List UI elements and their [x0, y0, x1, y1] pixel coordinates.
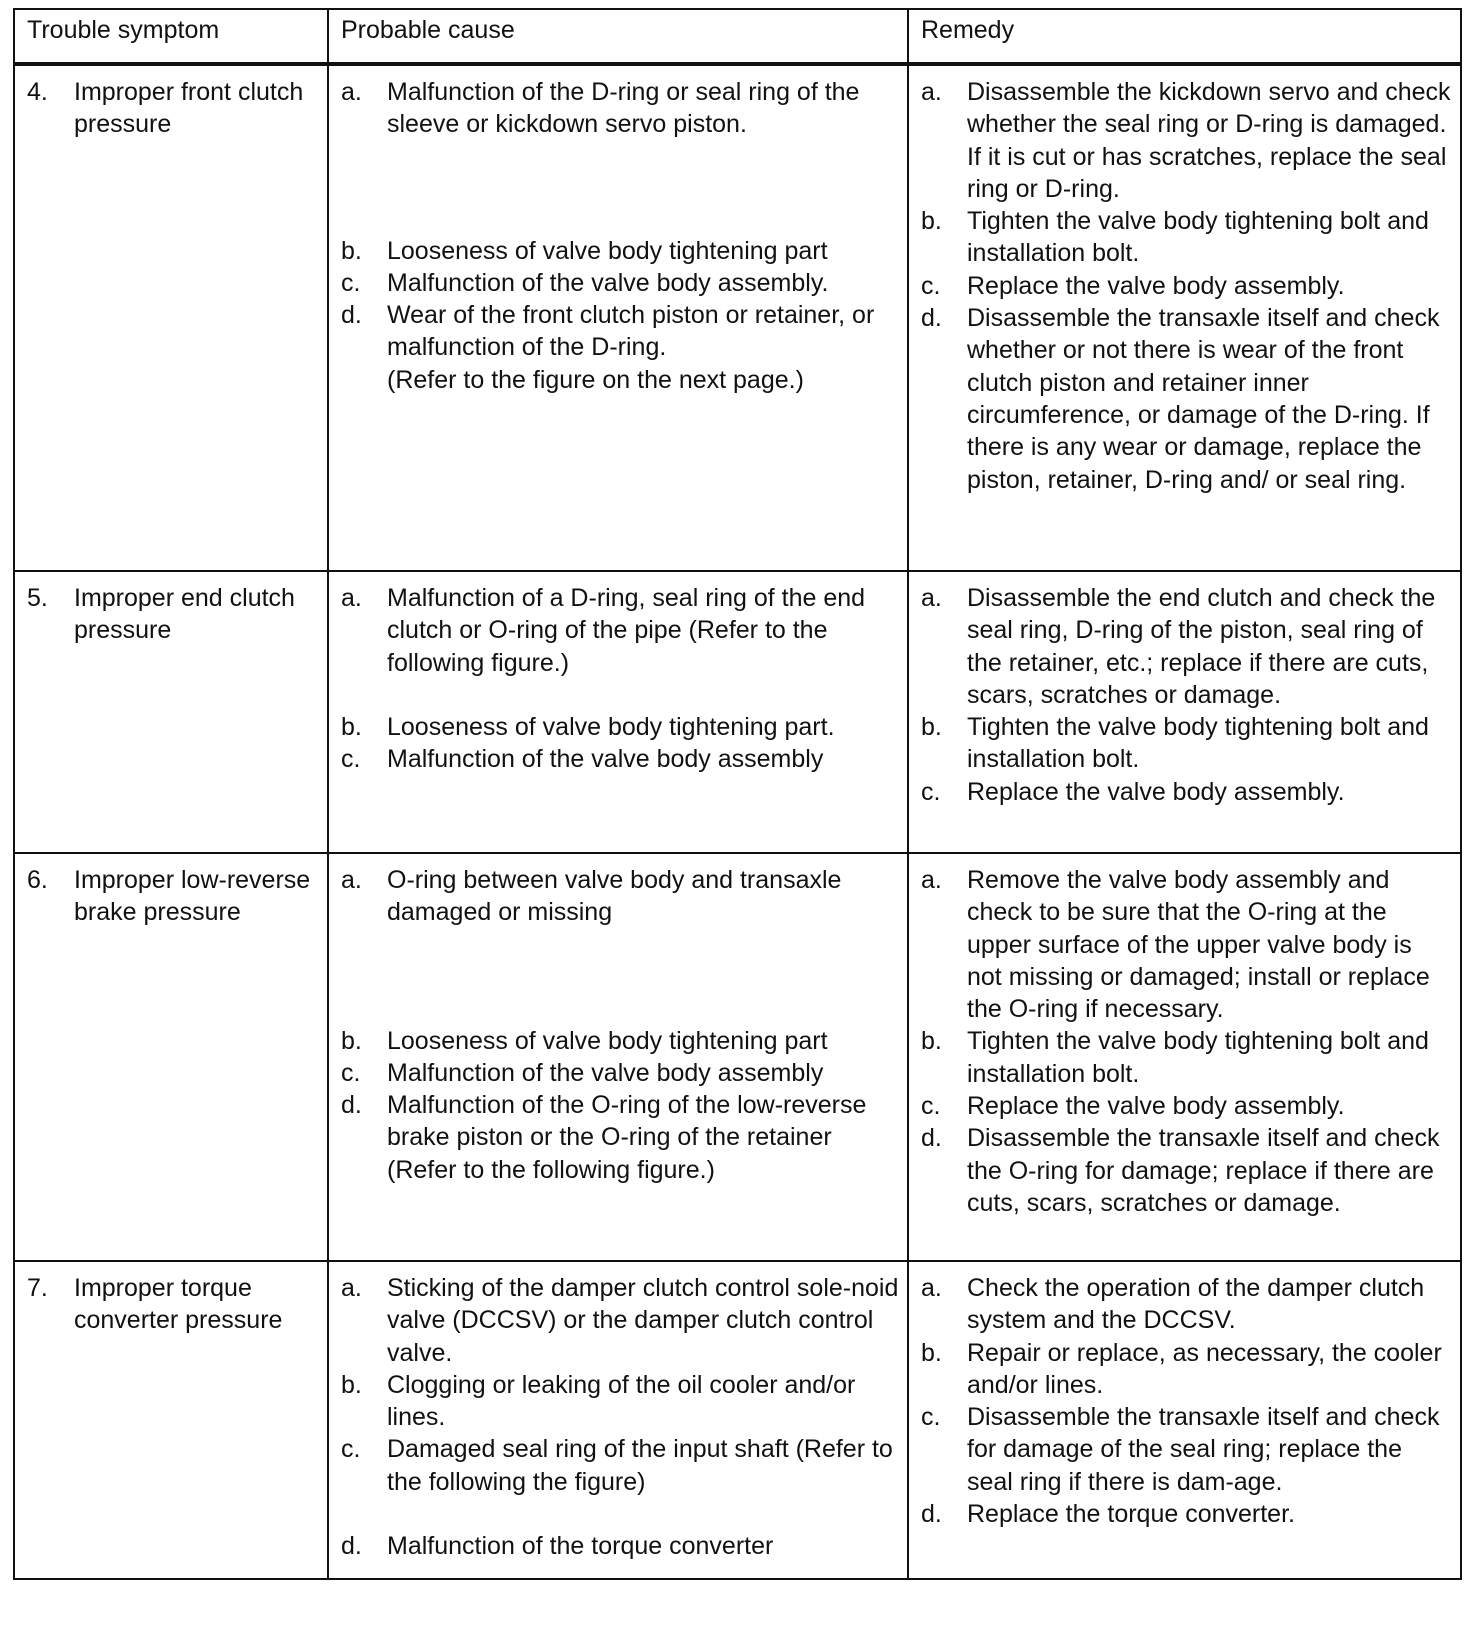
- remedy-item: [921, 776, 1452, 808]
- header-remedy: Remedy: [908, 9, 1461, 63]
- remedy-item: [921, 76, 1452, 141]
- remedy-label: c.: [921, 777, 941, 806]
- remedy-label: c.: [921, 1092, 941, 1121]
- remedy-label: b.: [921, 1027, 942, 1056]
- remedy-text: Replace the valve body assembly.: [967, 777, 1345, 806]
- cause-text: Looseness of valve body tightening part: [387, 236, 828, 265]
- cause-item: [341, 364, 899, 396]
- remedy-item: [921, 1090, 1452, 1122]
- remedy-item: [921, 141, 1452, 206]
- cause-label: d.: [341, 1091, 362, 1120]
- cause-text: Malfunction of a D-ring, seal ring of the end clutch or O-ring of the pipe (Refer to the following figure.): [387, 584, 866, 677]
- cause-cell: [328, 853, 908, 1261]
- remedy-item: [921, 205, 1452, 270]
- remedy-label: b.: [921, 1338, 942, 1367]
- cause-text: Malfunction of the torque converter: [387, 1532, 774, 1561]
- remedy-item: [921, 864, 1452, 1025]
- cause-label: c.: [341, 268, 361, 297]
- remedy-text: Tighten the valve body tightening bolt and installation bolt.: [967, 207, 1429, 268]
- remedy-text: Remove the valve body assembly and check to be sure that the O-ring at the upper surface of the upper valve body is not missing or damaged; install or replace the O-ring if necessary.: [967, 866, 1430, 1024]
- remedy-item: [921, 1337, 1452, 1402]
- remedy-cell: [908, 1261, 1461, 1579]
- cause-label: [341, 364, 387, 396]
- cause-text: Malfunction of the valve body assembly: [387, 1058, 824, 1087]
- symptom-cell: [14, 1261, 328, 1579]
- symptom-cell: [14, 65, 328, 571]
- symptom-cell: [14, 571, 328, 853]
- cause-label: c.: [341, 745, 361, 774]
- table-row: [14, 571, 1461, 853]
- remedy-item: [921, 270, 1452, 302]
- remedy-item: [921, 1401, 1452, 1498]
- cause-text: O-ring between valve body and transaxle damaged or missing: [387, 866, 842, 927]
- remedy-text: Replace the torque converter.: [967, 1500, 1295, 1529]
- remedy-label: [921, 141, 967, 206]
- remedy-text: Disassemble the transaxle itself and check whether or not there is wear of the front clutch piston and retainer inner circumference, or damage of the D-ring. If there is any wear or damage, replace the piston, retainer, D-ring and/ or seal ring.: [967, 304, 1440, 494]
- cause-item: [341, 1057, 899, 1089]
- symptom-text: Improper low-reverse brake pressure: [74, 866, 311, 927]
- remedy-item: [921, 302, 1452, 496]
- remedy-item: [921, 711, 1452, 776]
- remedy-text: Tighten the valve body tightening bolt and installation bolt.: [967, 713, 1429, 774]
- cause-label: a.: [341, 78, 362, 106]
- remedy-label: d.: [921, 1500, 942, 1529]
- remedy-label: a.: [921, 584, 942, 612]
- remedy-cell: [908, 853, 1461, 1261]
- remedy-text: If it is cut or has scratches, replace the seal ring or D-ring.: [967, 142, 1447, 203]
- remedy-label: d.: [921, 1124, 942, 1153]
- cause-item: [341, 76, 899, 141]
- cause-item: [341, 864, 899, 929]
- cause-item: [341, 1530, 899, 1562]
- cause-label: a.: [341, 866, 362, 894]
- cause-text: Malfunction of the valve body assembly.: [387, 268, 829, 297]
- header-row: [14, 9, 1461, 63]
- remedy-label: c.: [921, 271, 941, 300]
- cause-text: Looseness of valve body tightening part.: [387, 712, 835, 741]
- cause-item: [341, 235, 899, 267]
- cause-item: [341, 743, 899, 775]
- symptom-number: 6.: [27, 866, 48, 894]
- remedy-label: b.: [921, 713, 942, 742]
- remedy-text: Repair or replace, as necessary, the cooler and/or lines.: [967, 1338, 1442, 1399]
- cause-cell: [328, 65, 908, 571]
- cause-item: [341, 1433, 899, 1498]
- symptom-number: 7.: [27, 1274, 48, 1302]
- table-row: [14, 1261, 1461, 1579]
- remedy-text: Tighten the valve body tightening bolt and installation bolt.: [967, 1027, 1429, 1088]
- cause-text: Damaged seal ring of the input shaft (Refer to the following the figure): [387, 1435, 893, 1496]
- troubleshooting-page: [13, 8, 1460, 1580]
- cause-label: b.: [341, 712, 362, 741]
- header-trouble-symptom: Trouble symptom: [14, 9, 328, 63]
- symptom-cell: [14, 853, 328, 1261]
- troubleshooting-table: [13, 8, 1462, 1580]
- remedy-label: c.: [921, 1403, 941, 1432]
- cause-cell: [328, 1261, 908, 1579]
- remedy-item: [921, 1272, 1452, 1337]
- symptom-number: 5.: [27, 584, 48, 612]
- cause-label: a.: [341, 1274, 362, 1302]
- remedy-text: Disassemble the kickdown servo and check whether the seal ring or D-ring is damaged.: [967, 78, 1451, 139]
- cause-label: c.: [341, 1058, 361, 1087]
- table-row: [14, 65, 1461, 571]
- remedy-label: a.: [921, 78, 942, 106]
- remedy-text: Disassemble the transaxle itself and check for damage of the seal ring; replace the seal ring if there is dam-age.: [967, 1403, 1440, 1496]
- remedy-text: Replace the valve body assembly.: [967, 1092, 1345, 1121]
- cause-text: Wear of the front clutch piston or retainer, or malfunction of the D-ring.: [387, 301, 875, 362]
- cause-text: Clogging or leaking of the oil cooler and/or lines.: [387, 1370, 856, 1432]
- cause-label: c.: [341, 1435, 361, 1464]
- remedy-label: a.: [921, 866, 942, 894]
- cause-cell: [328, 571, 908, 853]
- symptom-number: 4.: [27, 78, 48, 106]
- cause-item: [341, 1272, 899, 1369]
- cause-label: b.: [341, 1026, 362, 1055]
- remedy-label: b.: [921, 207, 942, 236]
- remedy-label: a.: [921, 1274, 942, 1302]
- symptom-text: Improper torque converter pressure: [74, 1274, 283, 1335]
- remedy-item: [921, 1498, 1452, 1530]
- cause-label: b.: [341, 1370, 362, 1399]
- cause-text: (Refer to the figure on the next page.): [387, 365, 804, 394]
- cause-text: Looseness of valve body tightening part: [387, 1026, 828, 1055]
- remedy-cell: [908, 571, 1461, 853]
- cause-label: d.: [341, 1532, 362, 1561]
- cause-item: [341, 267, 899, 299]
- cause-text: Malfunction of the O-ring of the low-reverse brake piston or the O-ring of the retainer (Refer to the following figure.): [387, 1091, 867, 1184]
- cause-label: a.: [341, 584, 362, 612]
- symptom-text: Improper end clutch pressure: [74, 584, 295, 645]
- header-probable-cause: Probable cause: [328, 9, 908, 63]
- symptom-text: Improper front clutch pressure: [74, 78, 304, 139]
- remedy-text: Check the operation of the damper clutch system and the DCCSV.: [967, 1274, 1425, 1335]
- cause-label: b.: [341, 236, 362, 265]
- cause-item: [341, 582, 899, 679]
- cause-label: d.: [341, 301, 362, 330]
- remedy-text: Disassemble the end clutch and check the seal ring, D-ring of the piston, seal ring of the retainer, etc.; replace if there are cuts, scars, scratches or damage.: [967, 584, 1436, 709]
- cause-text: Malfunction of the valve body assembly: [387, 745, 824, 774]
- cause-item: [341, 1089, 899, 1186]
- cause-item: [341, 711, 899, 743]
- cause-text: Sticking of the damper clutch control sole-noid valve (DCCSV) or the damper clutch control valve.: [387, 1274, 899, 1367]
- cause-text: Malfunction of the D-ring or seal ring of the sleeve or kickdown servo piston.: [387, 78, 860, 139]
- remedy-label: d.: [921, 304, 942, 333]
- remedy-cell: [908, 65, 1461, 571]
- remedy-item: [921, 1025, 1452, 1090]
- cause-item: [341, 299, 899, 364]
- remedy-item: [921, 582, 1452, 711]
- cause-item: [341, 1369, 899, 1434]
- table-row: [14, 853, 1461, 1261]
- remedy-text: Disassemble the transaxle itself and check the O-ring for damage; replace if there are cuts, scars, scratches or damage.: [967, 1124, 1440, 1217]
- remedy-item: [921, 1122, 1452, 1219]
- cause-item: [341, 1025, 899, 1057]
- remedy-text: Replace the valve body assembly.: [967, 271, 1345, 300]
